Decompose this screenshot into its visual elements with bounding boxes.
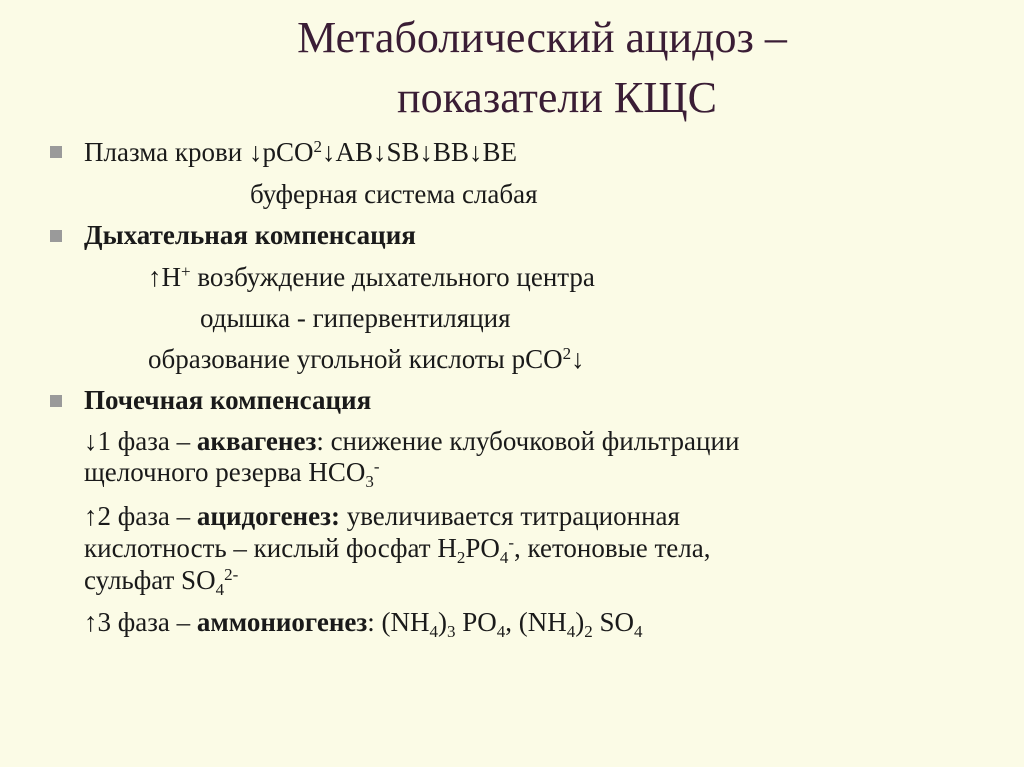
carbonic-line bbox=[148, 343, 585, 375]
carbonic-arrow: ↓ bbox=[571, 344, 585, 374]
phase1-line2 bbox=[84, 456, 380, 491]
phase3-line bbox=[84, 606, 643, 641]
phase2-prefix: ↑2 фаза – bbox=[84, 501, 197, 531]
plasma-sup: 2 bbox=[313, 137, 322, 156]
phase3-f: SO bbox=[592, 607, 634, 637]
phase3-c: PO bbox=[455, 607, 497, 637]
phase2-line3-sup: 2- bbox=[224, 565, 239, 584]
phase2-name: ацидогенез: bbox=[196, 501, 340, 531]
renal-heading bbox=[84, 384, 371, 416]
phase1-line1 bbox=[84, 425, 739, 457]
bullet-square-icon bbox=[50, 146, 62, 158]
phase3-sub5: 2 bbox=[584, 622, 593, 641]
phase3-d: , (NH bbox=[505, 607, 567, 637]
dyspnea-line: одышка - гипервентиляция bbox=[200, 303, 511, 333]
phase3-sub4: 4 bbox=[566, 622, 576, 641]
phase3-b: ) bbox=[437, 607, 447, 637]
plasma-note: буферная система слабая bbox=[250, 179, 538, 209]
plasma-line bbox=[84, 136, 517, 168]
title-line-2: показатели КЩС bbox=[397, 73, 717, 122]
respiratory-heading bbox=[84, 219, 416, 251]
title-line-1: Метаболический ацидоз – bbox=[297, 13, 787, 62]
phase2-line2-b: PO bbox=[465, 533, 500, 563]
plasma-prefix: Плазма крови ↓pCO bbox=[84, 137, 314, 167]
phase3-sub3: 4 bbox=[496, 622, 506, 641]
phase3-sub6: 4 bbox=[634, 622, 643, 641]
phase2-line2-c: , кетоновые тела, bbox=[514, 533, 711, 563]
phase2-sub1: 2 bbox=[456, 548, 466, 567]
h-sup: + bbox=[181, 262, 191, 281]
phase3-sub2: 3 bbox=[446, 622, 456, 641]
phase1-text: : снижение клубочковой фильтрации bbox=[316, 426, 740, 456]
phase3-prefix: ↑3 фаза – bbox=[84, 607, 197, 637]
respiratory-heading-text: Дыхательная компенсация bbox=[84, 220, 416, 250]
phase2-line3-sub: 4 bbox=[215, 580, 225, 599]
phase3-e: ) bbox=[575, 607, 585, 637]
phase2-line1 bbox=[84, 500, 680, 532]
phase2-sup: - bbox=[508, 533, 515, 552]
phase1-prefix: ↓1 фаза – bbox=[84, 426, 197, 456]
phase1-name: аквагенез bbox=[196, 426, 317, 456]
h-arrow: ↑H bbox=[148, 262, 181, 292]
carbonic-sup: 2 bbox=[562, 344, 572, 363]
respiratory-center-line bbox=[148, 261, 595, 293]
bullet-square-icon bbox=[50, 230, 62, 242]
phase3-sub1: 4 bbox=[429, 622, 438, 641]
phase3-a: : (NH bbox=[367, 607, 430, 637]
phase2-line2-a: кислотность – кислый фосфат H bbox=[84, 533, 457, 563]
phase2-line3 bbox=[84, 564, 239, 599]
phase1-sup: - bbox=[373, 457, 380, 476]
phase2-text: увеличивается титрационная bbox=[339, 501, 680, 531]
phase1-sub: 3 bbox=[365, 472, 374, 491]
phase3-name: аммониогенез bbox=[196, 607, 368, 637]
slide-title bbox=[0, 8, 1024, 128]
h-rest: возбуждение дыхательного центра bbox=[190, 262, 595, 292]
carbonic-prefix: образование угольной кислоты pCO bbox=[148, 344, 563, 374]
phase2-line2 bbox=[84, 532, 711, 567]
plasma-rest: ↓AB↓SB↓BB↓BE bbox=[321, 137, 518, 167]
renal-heading-text: Почечная компенсация bbox=[84, 385, 372, 415]
bullet-square-icon bbox=[50, 395, 62, 407]
phase2-sub2: 4 bbox=[499, 548, 509, 567]
phase2-line3-a: сульфат SO bbox=[84, 565, 216, 595]
phase1-line2-prefix: щелочного резерва HCO bbox=[84, 457, 366, 487]
